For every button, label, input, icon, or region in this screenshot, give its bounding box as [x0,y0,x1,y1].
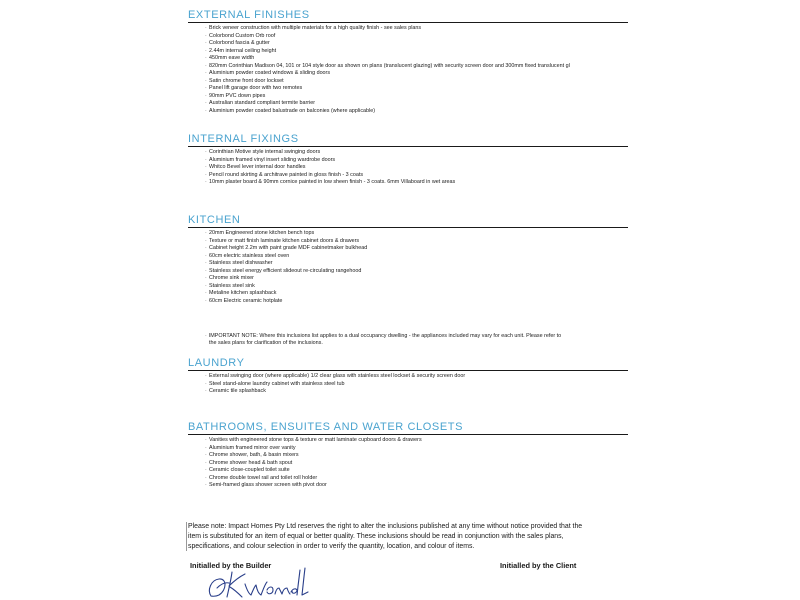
builder-signature-icon [205,566,315,600]
list-item: · Semi-framed glass shower screen with pivot door [205,482,327,489]
list-item: · Brick veneer construction with multiple materials for a high quality finish - see sales plans [205,25,422,31]
section-kitchen [188,214,628,305]
section-internal-fixings [188,133,628,187]
list-item: · 450mm eave width [205,55,255,62]
inclusions-list [188,437,628,490]
section-title: EXTERNAL FINISHES [188,9,310,21]
section-divider [188,22,628,23]
section-divider [188,146,628,147]
list-item: · Stainless steel sink [205,282,255,289]
disclaimer-line: item is substituted for an item of equal or better quality. These inclusions should be read in conjunction with the sales plans, [188,532,564,540]
margin-rule [186,522,187,551]
list-item: · Pencil round skirting & architrave painted in gloss finish - 3 coats [205,171,364,178]
disclaimer-line: specifications, and colour selection in order to verify the quantity, location, and colour of items. [188,542,475,550]
list-item: · Vanities with engineered stone tops & texture or matt laminate cupboard doors & drawers [205,437,422,443]
list-item: · 820mm Corinthian Madison 04, 101 or 104 style door as shown on plans (translucent glazing) with security screen door and 300mm fixed translucent gl [205,62,570,69]
inclusions-list [188,373,628,396]
kitchen-important-note [205,333,635,348]
list-item: · 10mm plaster board & 90mm cornice painted in low sheen finish - 3 coats. 6mm Villaboard in wet areas [205,179,456,186]
list-item: · 60cm electric stainless steel oven [205,252,290,259]
disclaimer-line: Please note: Impact Homes Pty Ltd reserves the right to alter the inclusions published at any time without notice provided that the [188,523,583,530]
list-item: · Aluminium framed vinyl insert sliding wardrobe doors [205,156,336,163]
list-item: · 90mm PVC down pipes [205,92,266,99]
list-item: · Chrome shower head & bath spout [205,459,293,466]
list-item: · 60cm Electric ceramic hotplate [205,297,283,304]
section-title: INTERNAL FIXINGS [188,133,299,145]
list-item: · Steel stand-alone laundry cabinet with stainless steel tub [205,380,345,387]
section-divider [188,370,628,371]
section-divider [188,434,628,435]
list-item: · Chrome sink mixer [205,275,254,282]
list-item: · Stainless steel dishwasher [205,260,273,267]
disclaimer [188,522,643,551]
inclusions-list [188,230,628,305]
list-item: · External swinging door (where applicable) 1/2 clear glass with stainless steel lockset & security screen door [205,373,466,379]
section-title: BATHROOMS, ENSUITES AND WATER CLOSETS [188,421,464,433]
list-item: · Cabinet height 2.2m with paint grade MDF cabinetmaker bulkhead [205,245,368,252]
section-laundry [188,357,628,396]
inclusions-list [188,149,628,187]
list-item: · Chrome double towel rail and toilet roll holder [205,474,318,481]
section-external-finishes [188,9,628,116]
initialled-by-client-label: Initialled by the Client [500,561,577,570]
section-bathrooms [188,421,628,490]
list-item: · Ceramic tile splashback [205,388,266,395]
note-line: the sales plans for clarification of the inclusions. [209,340,323,347]
list-item: · 2.44m internal ceiling height [205,47,277,54]
list-item: · Chrome shower, bath, & basin mixers [205,452,299,459]
section-divider [188,227,628,228]
list-item: · Panel lift garage door with two remotes [205,85,303,92]
list-item: · Satin chrome front door lockset [205,77,284,84]
list-item: · Corinthian Motive style internal swinging doors [205,149,321,155]
section-title: KITCHEN [188,214,241,226]
inclusions-list [188,25,628,116]
note-line: · IMPORTANT NOTE: Where this inclusions list applies to a dual occupancy dwelling - the appliances included may vary for each unit. Please refer to [205,333,562,339]
list-item: · Ceramic close-coupled toilet suite [205,467,290,474]
list-item: · Texture or matt finish laminate kitchen cabinet doors & drawers [205,237,360,244]
section-title: LAUNDRY [188,357,245,369]
list-item: · Aluminium framed mirror over vanity [205,444,296,451]
list-item: · Aluminium powder coated balustrade on balconies (where applicable) [205,108,376,115]
list-item: · Colorbond fascia & gutter [205,40,270,47]
list-item: · Aluminium powder coated windows & sliding doors [205,70,331,77]
list-item: · Whitco Bevel lever internal door handles [205,164,306,171]
initialled-by-builder-label: Initialled by the Builder [190,561,272,570]
list-item: · Colorbond Custom Orb roof [205,32,276,39]
list-item: · Metaline kitchen splashback [205,290,277,297]
list-item: · Australian standard compliant termite barrier [205,100,316,107]
list-item: · Stainless steel energy efficient slideout re-circulating rangehood [205,267,362,274]
list-item: · 20mm Engineered stone kitchen bench tops [205,230,315,236]
